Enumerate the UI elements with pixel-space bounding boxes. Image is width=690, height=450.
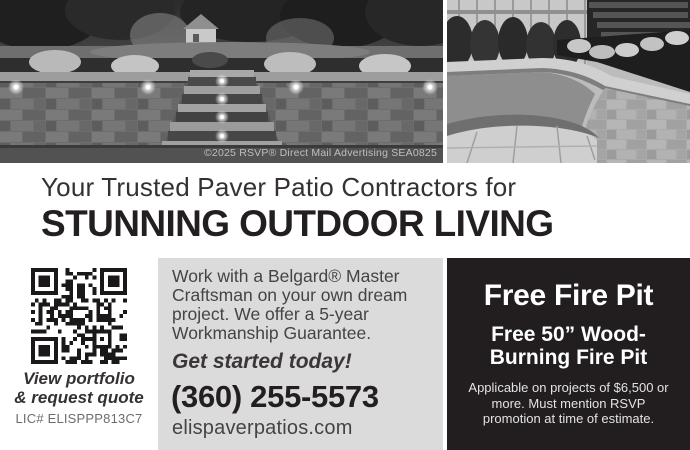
website-url: elispaverpatios.com — [172, 417, 353, 439]
offer-body-text: Work with a Belgard® Master Craftsman on your own dream project. We offer a 5-year Workmanship Guarantee. — [172, 266, 408, 343]
promo-title: Free Fire Pit — [483, 279, 654, 312]
headline-title: STUNNING OUTDOOR LIVING — [41, 203, 554, 244]
curved-patio-illustration — [447, 0, 690, 163]
qr-caption — [0, 370, 158, 407]
retaining-wall-steps-illustration — [0, 0, 443, 163]
photo-curved-paver-patio — [447, 0, 690, 163]
promo-subtitle: Free 50” Wood-Burning Fire Pit — [489, 323, 648, 369]
qr-code-icon — [31, 268, 127, 364]
phone-number: (360) 255-5573 — [171, 379, 379, 414]
headline-kicker: Your Trusted Paver Patio Contractors for — [41, 172, 517, 202]
license-number: LIC# ELISPPP813C7 — [15, 411, 143, 426]
qr-caption-line1: View portfolio — [23, 369, 135, 388]
promo-panel — [447, 258, 690, 450]
qr-caption-line2: & request quote — [14, 387, 144, 407]
qr-panel — [0, 258, 158, 450]
copyright-watermark: ©2025 RSVP® Direct Mail Advertising SEA0825 — [203, 147, 437, 159]
photo-retaining-wall-steps — [0, 0, 443, 163]
offer-panel — [158, 258, 443, 450]
promo-fine-print: Applicable on projects of $6,500 or more. Must mention RSVP promotion at time of estimate. — [468, 380, 669, 426]
cta-text: Get started today! — [172, 350, 352, 373]
headline-block — [41, 172, 553, 244]
